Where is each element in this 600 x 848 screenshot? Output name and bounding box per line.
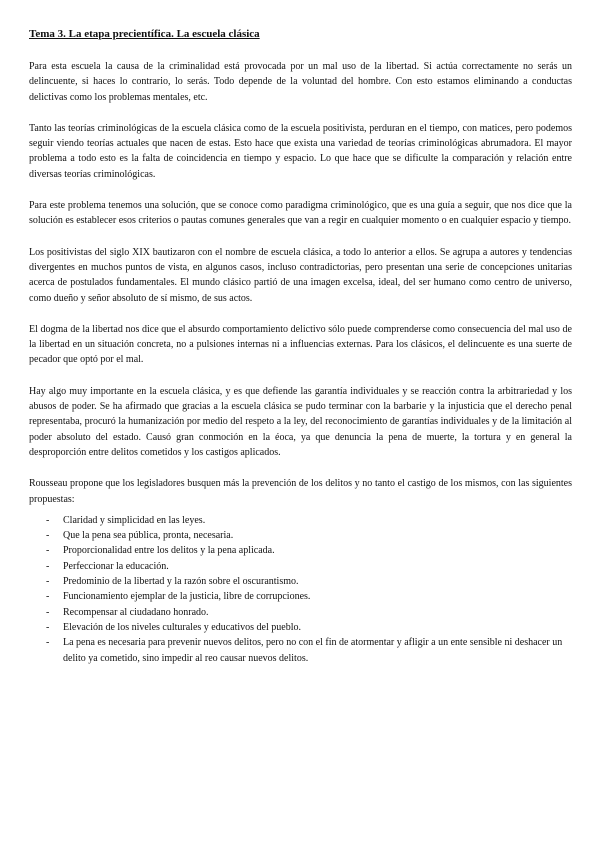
paragraph-7: Rousseau propone que los legisladores busquen más la prevención de los delitos y no tanto el castigo de los mismos, con las siguientes propuestas: [29,478,572,505]
paragraph-5: El dogma de la libertad nos dice que el absurdo comportamiento delictivo sólo puede comprenderse como consecuencia del mal uso de la libertad en un situación concreta, no a pulsiones internas ni a influencias externas. Para los clásicos, el delincuente es una suerte de pecador que optó por el mal. [29,323,572,366]
list-item [29,620,572,635]
dash-marker: - [46,530,50,542]
dash-marker: - [46,560,50,572]
document-title: Tema 3. La etapa precientífica. La escuela clásica [29,28,260,40]
proposals-list [29,513,572,666]
list-item [29,605,572,620]
list-item-text: Funcionamiento ejemplar de la justicia, libre de corrupciones. [63,591,311,603]
list-item [29,574,572,589]
list-item-text: Recompensar al ciudadano honrado. [63,606,209,618]
paragraph-2: Tanto las teorías criminológicas de la escuela clásica como de la escuela positivista, perduran en el tiempo, con matices, pero podemos seguir viendo teorías actuales que nacen de estas. Esto hace que exista una variedad de teorías criminológicas abrumadora. El mayor problema a todo esto es la falta de coincidencia en tiempo y espacio. Lo que hace que se dificulte la comparación y relación entre diversas teorías criminológicas. [29,122,572,180]
dash-marker: - [46,606,50,618]
list-item-text: Predominio de la libertad y la razón sobre el oscurantismo. [63,576,299,588]
list-item-text: Claridad y simplicidad en las leyes. [63,514,206,526]
list-item [29,513,572,528]
document-page [29,27,572,666]
list-item-text: La pena es necesaria para prevenir nuevos delitos, pero no con el fin de atormentar y afligir a un ente sensible ni deshacer un delito ya cometido, sino impedir al reo causar nuevos delitos. [63,637,563,664]
list-item-text: Que la pena sea pública, pronta, necesaria. [63,530,234,542]
list-item [29,528,572,543]
dash-marker: - [46,621,50,633]
dash-marker: - [46,514,50,526]
paragraph-6: Hay algo muy importante en la escuela clásica, y es que defiende las garantía individuales y se reacción contra la arbitrariedad y los abusos de poder. Se ha afirmado que gracias a la escuela clásica se pudo terminar con la barbarie y la injusticia que el derecho penal representaba, procuró la humanización por medio del respeto a la ley, del reconocimiento de garantías individuales y de la limitación al poder absoluto del estado. Causó gran conmoción en la éoca, ya que denuncia la pena de muerte, la tortura y en general la desproporción entre delitos cometidos y los castigos aplicados. [29,385,572,458]
list-item-text: Elevación de los niveles culturales y educativos del pueblo. [63,621,301,633]
list-item [29,589,572,604]
dash-marker: - [46,637,50,649]
paragraph-1: Para esta escuela la causa de la criminalidad está provocada por un mal uso de la libertad. Si actúa correctamente no serás un delincuente, si haces lo contrario, lo serás. Todo depende de la voluntad del hombre. Con esto estamos eliminando a conductas delictivas como los problemas mentales, etc. [29,61,572,103]
dash-marker: - [46,576,50,588]
dash-marker: - [46,591,50,603]
list-item-text: Perfeccionar la educación. [63,560,169,572]
paragraph-4: Los positivistas del siglo XIX bautizaron con el nombre de escuela clásica, a todo lo anterior a ellos. Se agrupa a autores y tendencias divergentes en muchos puntos de vista, en algunos casos, incluso contradictorias, pero presentan una serie de concepciones unitarias acerca de postulados fundamentales. El mundo clásico partió de una imagen excelsa, ideal, del ser humano como centro de universo, como dueño y señor absoluto de sí mismo, de sus actos. [29,246,572,304]
list-item [29,543,572,558]
paragraph-3: Para este problema tenemos una solución, que se conoce como paradigma criminológico, que es una guía a seguir, que nos dice que la solución es establecer esos criterios o pautas comunes generales que van a regir en cualquier momento o en cualquier espacio y tiempo. [29,200,572,227]
list-item-text: Proporcionalidad entre los delitos y la pena aplicada. [63,545,275,557]
list-item [29,635,572,666]
list-item [29,559,572,574]
dash-marker: - [46,545,50,557]
